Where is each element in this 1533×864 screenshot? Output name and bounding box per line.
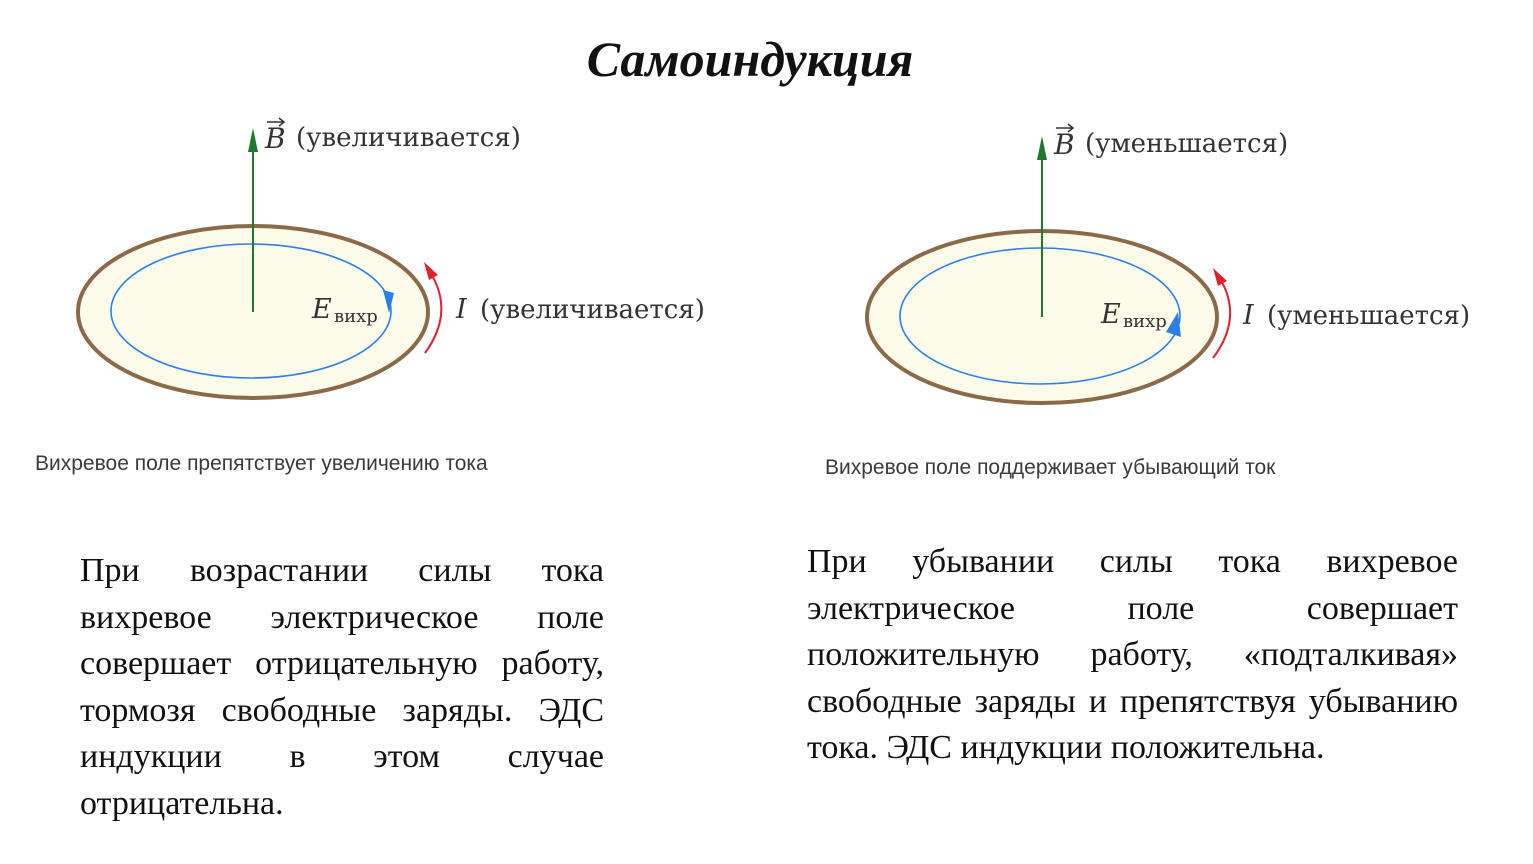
- right-e-subscript: вихр: [1123, 311, 1167, 332]
- right-current-arrowhead: [1213, 268, 1227, 286]
- right-paragraph: При убывании силы тока вихревое электрическое поле совершает положительную работу, «подталкивая» свободные заряды и препятствуя убыванию тока. ЭДС индукции положительна.: [807, 543, 1458, 766]
- left-e-symbol: E: [312, 294, 332, 325]
- left-b-symbol: B: [265, 122, 286, 155]
- left-i-symbol: I: [456, 294, 467, 325]
- left-paragraph: При возрастании силы тока вихревое электрическое поле совершает отрицательную работу, тормозя свободные заряды. ЭДС индукции в этом случае отрицательна.: [80, 552, 604, 822]
- right-b-note: (уменьшается): [1085, 129, 1289, 159]
- left-b-note: (увеличивается): [296, 123, 521, 153]
- left-caption: Вихревое поле препятствует увеличению тока: [35, 452, 488, 475]
- left-b-arrowhead: [248, 128, 258, 152]
- left-i-note: (увеличивается): [480, 295, 705, 325]
- right-i-symbol: I: [1243, 300, 1254, 331]
- right-diagram: [867, 124, 1470, 403]
- right-b-symbol: B: [1054, 128, 1075, 161]
- right-i-note: (уменьшается): [1267, 301, 1471, 331]
- right-caption: Вихревое поле поддерживает убывающий ток: [825, 456, 1276, 479]
- left-diagram: [78, 118, 705, 398]
- right-e-symbol: E: [1101, 299, 1121, 330]
- left-current-arrowhead: [424, 262, 438, 280]
- left-e-subscript: вихр: [334, 306, 378, 327]
- right-b-arrowhead: [1037, 136, 1047, 160]
- page-title: Самоиндукция: [586, 31, 914, 87]
